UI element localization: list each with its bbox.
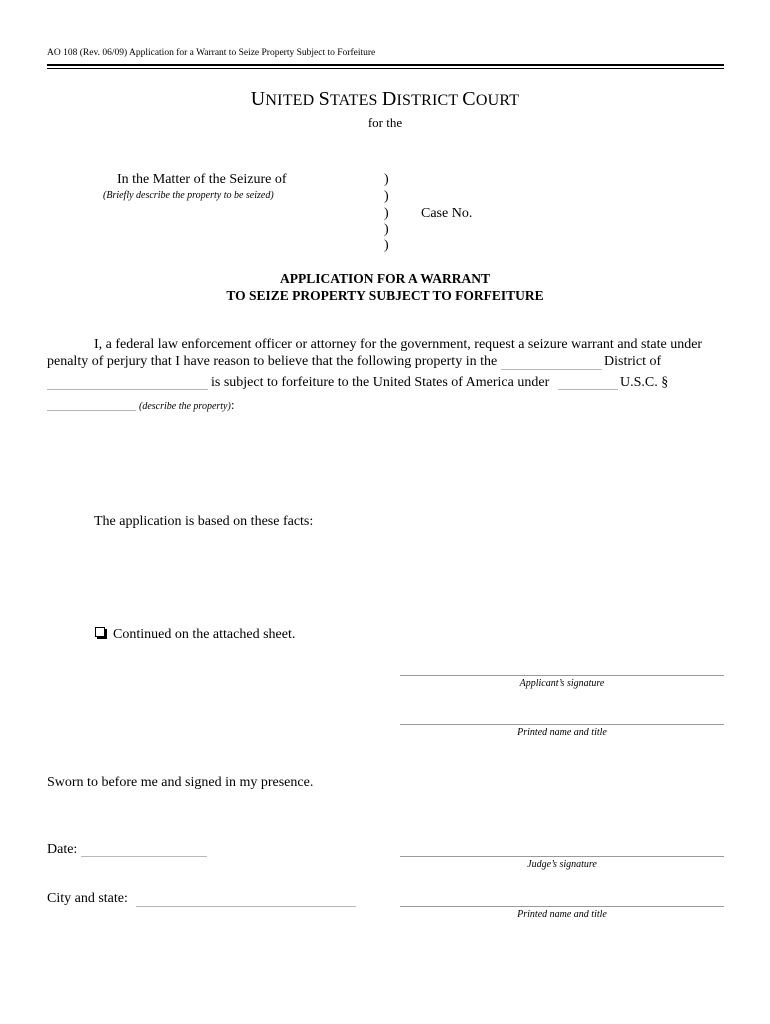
- facts-label: The application is based on these facts:: [94, 514, 314, 529]
- court-title-letter: D: [381, 88, 397, 110]
- matter-label: In the Matter of the Seizure of: [117, 172, 287, 187]
- usc-title-field[interactable]: [558, 389, 618, 390]
- judge-printed-name-label: Printed name and title: [517, 909, 607, 920]
- court-title-part: ISTRICT: [396, 92, 463, 109]
- city-state-field[interactable]: [136, 906, 356, 907]
- continued-checkbox[interactable]: [95, 627, 105, 637]
- location-field[interactable]: [47, 389, 208, 390]
- caption-paren: ): [384, 222, 389, 237]
- city-state-label: City and state:: [47, 891, 128, 906]
- district-name-field[interactable]: [501, 369, 602, 370]
- for-the-label: for the: [367, 115, 403, 130]
- application-paragraph-line1: I, a federal law enforcement officer or attorney for the government, request a seizure warrant and state under: [94, 337, 703, 352]
- applicant-printed-name-line[interactable]: [400, 724, 724, 725]
- application-title-line2: TO SEIZE PROPERTY SUBJECT TO FORFEITURE: [226, 288, 544, 303]
- court-title-part: TATES: [329, 92, 382, 109]
- case-no-label: Case No.: [421, 206, 473, 221]
- court-title-letter: S: [318, 88, 330, 110]
- date-label: Date:: [47, 842, 78, 857]
- usc-section-field[interactable]: [47, 410, 136, 411]
- caption-paren: ): [384, 189, 389, 204]
- date-field[interactable]: [81, 856, 207, 857]
- application-paragraph-line2: penalty of perjury that I have reason to believe that the following property in the: [47, 354, 498, 369]
- forfeiture-statement: is subject to forfeiture to the United States of America under: [211, 375, 550, 390]
- applicant-printed-name-label: Printed name and title: [517, 727, 607, 738]
- applicant-signature-label: Applicant’s signature: [519, 678, 605, 689]
- applicant-signature-line[interactable]: [400, 675, 724, 676]
- judge-signature-label: Judge’s signature: [527, 859, 597, 870]
- court-title: [0, 88, 770, 111]
- matter-description-hint: (Briefly describe the property to be seized): [103, 190, 274, 201]
- describe-property-hint: [139, 397, 234, 413]
- describe-colon: :: [230, 397, 235, 412]
- court-title-letter: C: [462, 88, 476, 110]
- header-rule-thick: [47, 64, 724, 66]
- caption-paren: ): [384, 206, 389, 221]
- caption-paren: ): [384, 238, 389, 253]
- judge-signature-line[interactable]: [400, 856, 724, 857]
- caption-paren: ): [384, 172, 389, 187]
- header-rule-thin: [47, 68, 724, 69]
- application-title-line1: APPLICATION FOR A WARRANT: [280, 271, 490, 286]
- court-title-letter: U: [250, 88, 266, 110]
- court-title-part: NITED: [265, 92, 319, 109]
- district-of-label: District of: [604, 354, 662, 369]
- continued-option[interactable]: [95, 627, 295, 643]
- continued-label: Continued on the attached sheet.: [113, 627, 296, 642]
- sworn-statement: Sworn to before me and signed in my presence.: [47, 775, 314, 790]
- form-id: AO 108 (Rev. 06/09) Application for a Warrant to Seize Property Subject to Forfeiture: [47, 48, 376, 58]
- describe-property-label: (describe the property): [139, 401, 231, 412]
- judge-printed-name-line[interactable]: [400, 906, 724, 907]
- court-title-part: OURT: [475, 92, 520, 109]
- usc-label: U.S.C. §: [620, 375, 669, 390]
